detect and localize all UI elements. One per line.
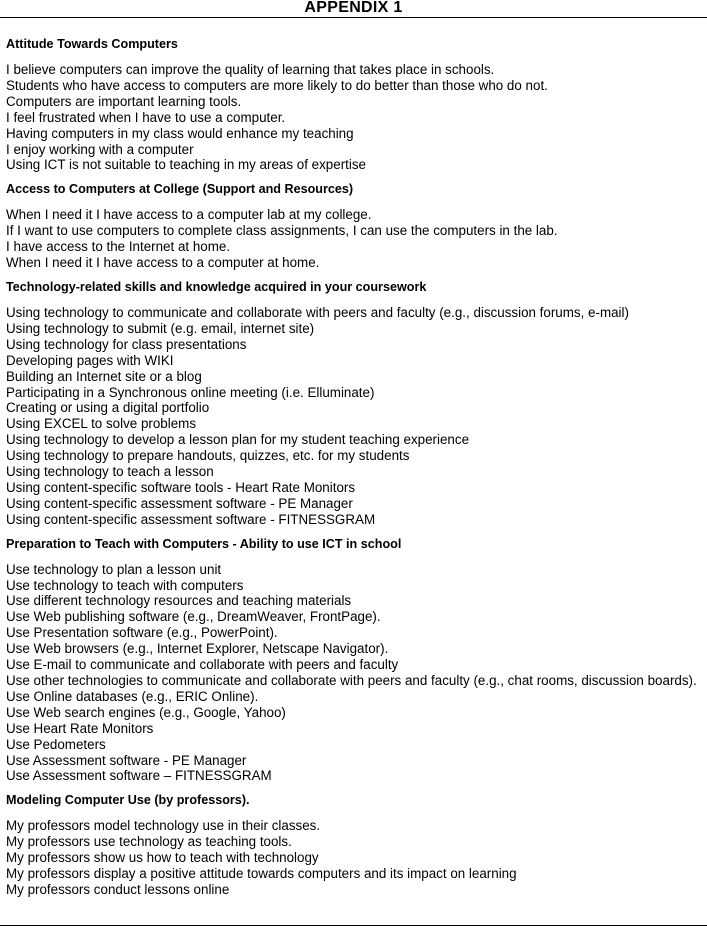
section-heading: Access to Computers at College (Support and Resources) <box>6 182 354 197</box>
list-item: Developing pages with WIKI <box>6 352 174 368</box>
top-divider <box>0 17 707 18</box>
list-item: Using technology for class presentations <box>6 336 247 352</box>
section-heading: Preparation to Teach with Computers - Ability to use ICT in school <box>6 536 402 551</box>
list-item: I have access to the Internet at home. <box>6 239 231 255</box>
list-item: My professors display a positive attitude towards computers and its impact on learning <box>6 866 517 882</box>
list-item: If I want to use computers to complete class assignments, I can use the computers in the lab. <box>6 223 558 239</box>
list-item: Use Assessment software – FITNESSGRAM <box>6 768 272 784</box>
list-item: My professors use technology as teaching tools. <box>6 834 292 850</box>
list-item: Use Heart Rate Monitors <box>6 720 154 736</box>
questionnaire-body <box>6 36 703 906</box>
section-heading: Modeling Computer Use (by professors). <box>6 793 250 808</box>
section-skills <box>6 279 703 528</box>
item-list <box>6 207 703 271</box>
list-item: Use Online databases (e.g., ERIC Online). <box>6 688 259 704</box>
section-access <box>6 181 703 271</box>
section-heading: Attitude Towards Computers <box>6 37 178 51</box>
list-item: Use Presentation software (e.g., PowerPoint). <box>6 625 278 641</box>
list-item: Creating or using a digital portfolio <box>6 400 210 416</box>
list-item: Using technology to prepare handouts, quizzes, etc. for my students <box>6 448 410 464</box>
list-item: Using ICT is not suitable to teaching in my areas of expertise <box>6 157 366 173</box>
appendix-title: APPENDIX 1 <box>304 0 403 16</box>
section-attitude <box>6 36 703 173</box>
item-list <box>6 562 703 785</box>
list-item: Use E-mail to communicate and collaborate with peers and faculty <box>6 657 399 673</box>
list-item: Use different technology resources and teaching materials <box>6 593 352 609</box>
list-item: Using technology to develop a lesson plan for my student teaching experience <box>6 432 470 448</box>
list-item: Using EXCEL to solve problems <box>6 416 197 432</box>
list-item: I believe computers can improve the quality of learning that takes place in schools. <box>6 62 495 77</box>
list-item: Using content-specific software tools - Heart Rate Monitors <box>6 479 356 495</box>
list-item: When I need it I have access to a computer at home. <box>6 255 320 271</box>
list-item: Using technology to communicate and collaborate with peers and faculty (e.g., discussion forums, e-mail) <box>6 304 629 320</box>
list-item: Using technology to teach a lesson <box>6 464 214 480</box>
list-item: Having computers in my class would enhance my teaching <box>6 125 354 141</box>
section-heading: Technology-related skills and knowledge acquired in your coursework <box>6 279 427 294</box>
list-item: Using content-specific assessment software - FITNESSGRAM <box>6 511 376 527</box>
list-item: Participating in a Synchronous online meeting (i.e. Elluminate) <box>6 384 375 400</box>
list-item: Use technology to teach with computers <box>6 577 244 593</box>
list-item: Use technology to plan a lesson unit <box>6 561 222 577</box>
section-preparation <box>6 536 703 785</box>
item-list <box>6 62 703 173</box>
list-item: My professors model technology use in their classes. <box>6 818 321 834</box>
list-item: Using content-specific assessment software - PE Manager <box>6 495 353 511</box>
list-item: I feel frustrated when I have to use a computer. <box>6 109 286 125</box>
list-item: Use Pedometers <box>6 736 106 752</box>
section-modeling <box>6 792 703 898</box>
item-list <box>6 818 703 898</box>
bottom-divider <box>0 925 707 926</box>
list-item: When I need it I have access to a computer lab at my college. <box>6 207 372 223</box>
item-list <box>6 305 703 528</box>
list-item: Use Web publishing software (e.g., DreamWeaver, FrontPage). <box>6 609 381 625</box>
list-item: Building an Internet site or a blog <box>6 368 202 384</box>
list-item: My professors conduct lessons online <box>6 881 230 897</box>
list-item: Computers are important learning tools. <box>6 93 242 109</box>
list-item: Use other technologies to communicate and collaborate with peers and faculty (e.g., chat rooms, discussion boards). <box>6 673 697 688</box>
list-item: Use Web search engines (e.g., Google, Yahoo) <box>6 704 286 720</box>
list-item: Use Assessment software - PE Manager <box>6 752 247 768</box>
list-item: Using technology to submit (e.g. email, internet site) <box>6 320 315 336</box>
list-item: Use Web browsers (e.g., Internet Explorer, Netscape Navigator). <box>6 641 389 657</box>
list-item: Students who have access to computers are more likely to do better than those who do not. <box>6 77 548 93</box>
list-item: My professors show us how to teach with technology <box>6 850 319 866</box>
list-item: I enjoy working with a computer <box>6 141 194 157</box>
